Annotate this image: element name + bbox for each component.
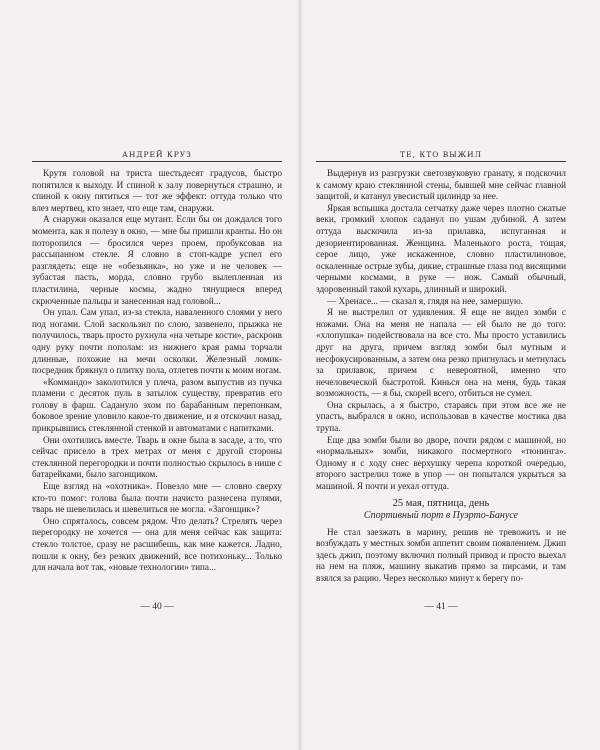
left-running-head: АНДРЕЙ КРУЗ bbox=[32, 150, 282, 162]
left-paragraph-5: Они охотились вместе. Тварь в окне была в засаде, а то, что сейчас присело в трех метрах от меня с другой стороны стеклянной перегородки и почти полностью скрылось в нише с батарейками, было загонщиком. bbox=[32, 434, 282, 480]
section-heading bbox=[316, 498, 566, 522]
right-running-head: ТЕ, КТО ВЫЖИЛ bbox=[316, 150, 566, 162]
section-heading-date: 25 мая, пятница, день bbox=[392, 497, 490, 509]
right-page bbox=[316, 150, 566, 585]
right-paragraph-6: Еще два зомби были во дворе, почти рядом с машиной, но «нормальных» зомби, никакого посмертного «тюнинга». Одному я с ходу снес верхушку черепа короткой очередью, второго застрелил тоже в упор — он попытался укрыться за машиной. Я почти и уехал оттуда. bbox=[316, 434, 566, 492]
right-paragraph-4: Я не выстрелил от удивления. Я еще не видел зомби с ножами. Она на меня не напала — ей было не до того: «хлопушка» подействовала на все сто. Мы просто уставились друг на друга, причем взгляд зомби был мутным и несфокусированным, а затем она резко пригнулась и метнулась за прилавок, причем с невероятной, именно что нечеловеческой быстротой. Кинься она на меня, будь такая возможность, — я бы, скорей всего, отбиться не сумел. bbox=[316, 307, 566, 399]
right-paragraph-5: Она скрылась, а я быстро, стараясь при этом все же не упасть, выбрался в окно, использовав в качестве мостика два трупа. bbox=[316, 399, 566, 434]
left-paragraph-6: Еще взгляд на «охотника». Повезло мне — словно сверху кто-то помог: голова была почти начисто разнесена пулями, тварь не шевелилась и шевелиться не могла. «Загонщик»? bbox=[32, 481, 282, 515]
left-paragraph-2: А снаружи оказался еще мутант. Если бы он дождался того момента, как я полезу в окно, — мне бы пришли кранты. Но он поторопился — бросился через проем, пробуксовав на рассыпанном стекле. Я словно в стоп-кадре успел его разглядеть: еще не «обезьянка», но уже и не человек — зубастая пасть, морда, словно грубо вылепленная из пластилина, черные космы, жадно тянущиеся вперед скрюченные пальцы и занесенная над головой... bbox=[32, 214, 282, 306]
right-paragraph-2: Яркая вспышка достала сетчатку даже через плотно сжатые веки, громкий хлопок саданул по ушам дубиной. А затем оттуда выскочила из-за прилавка, испуганная и дезориентированная. Женщина. Маленького роста, тощая, серое лицо, уже искаженное, словно пластилиновое, оскаленные острые зубы, дикие, страшные глаза под висящими черными космами, в руке — нож. Самый обычный, здоровенный такой кухарь, длинный и широкий. bbox=[316, 202, 566, 294]
left-page bbox=[32, 150, 282, 574]
left-paragraph-1: Крутя головой на триста шестьдесят градусов, быстро попятился к выходу. И спиной к залу повернуться страшно, и спиной к окну пятиться — тот же эффект: оттуда только что влез мертвец, кто знает, что еще там, снаружи. bbox=[32, 168, 282, 213]
left-page-number: — 40 — bbox=[140, 602, 174, 612]
left-paragraph-4: «Коммандо» заколотился у плеча, разом выпустив из пучка пламени с десяток пуль в затылок существу, превратив его голову в фарш. Саданулo эхом по барабанным перепонкам, боковое зрение уловило какое-то движение, и я отскочил назад, прикрывшись стеклянной стенкой и автоматами с напитками. bbox=[32, 376, 282, 434]
left-paragraph-3: Он упал. Сам упал, из-за стекла, наваленного слоями у него под ногами. Слой заскользил по слою, зазвенело, прыжка не получилось, тварь просто рухнула «на четыре кости», раскроив одну руку почти пополам: из нижнего края рамы торчали длинные, похожие на мечи осколки. Железный ломик-посредник брякнул о плитку пола, отлетев почти к моим ногам. bbox=[32, 307, 282, 376]
right-paragraph-3: — Хренасе... — сказал я, глядя на нее, замершую. bbox=[327, 295, 523, 306]
right-paragraph-1: Выдернув из разгрузки светозвуковую гранату, я подскочил к самому краю стеклянной стены, бывшей мне сейчас главной защитой, и катанул увесистый цилиндр за нее. bbox=[316, 168, 566, 202]
book-gutter bbox=[297, 0, 303, 750]
right-paragraph-7: Не стал заезжать в марину, решив не тревожить и не возбуждать у местных зомби аппетит своим появлением. Джип здесь джип, поэтому включил полный привод и просто выехал на нем на пляж, машину выкатив прямо за пирсами, и там взялся за рацию. Через несколько минут к берегу по- bbox=[316, 526, 566, 583]
section-heading-place: Спортивный порт в Пуэрто-Банусе bbox=[363, 509, 519, 521]
left-paragraph-7: Оно спряталось, совсем рядом. Что делать? Стрелять через перегородку не хочется — она для меня сейчас как защита: стекло толстое, сразу не расшибешь, как мне кажется. Ладно, пошли к окну, без резких движений, все потихоньку... Только для начала вот так, «новые технологии» типа... bbox=[32, 515, 282, 573]
right-page-number: — 41 — bbox=[424, 602, 458, 612]
